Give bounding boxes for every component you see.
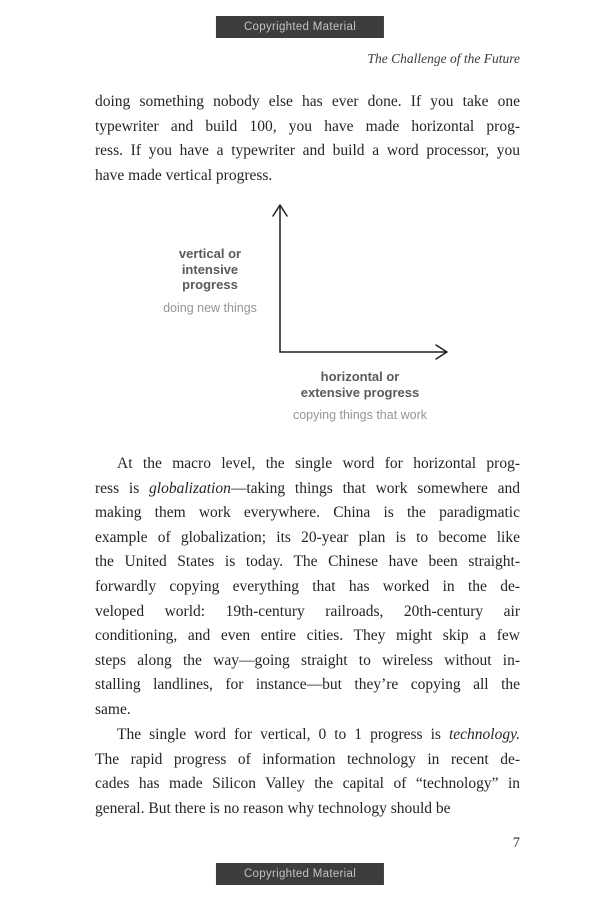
page-number: 7 — [512, 835, 520, 851]
text-line: At the macro level, the single word for horizontal prog- — [117, 455, 520, 472]
x-axis-label-line: horizontal or — [320, 369, 400, 384]
text-line: the United States is today. The Chinese have been straight- — [95, 553, 520, 571]
x-axis-label-line: extensive progress — [300, 384, 420, 400]
text-line: doing something nobody else has ever done. If you take one — [95, 93, 520, 110]
axis-arrows-graphic — [258, 195, 458, 365]
text-line: making them work everywhere. China is the paradigmatic — [95, 504, 520, 522]
y-axis-sublabel: doing new things — [163, 300, 257, 315]
text-line: cades has made Silicon Valley the capital of “technology” in — [95, 775, 520, 793]
text-line: have made vertical progress. — [95, 166, 273, 184]
running-header: The Challenge of the Future — [367, 51, 520, 66]
y-axis-label — [135, 246, 285, 316]
x-axis-label — [285, 369, 435, 424]
text-line: The rapid progress of information technology in recent de- — [95, 750, 520, 768]
text-line: same. — [95, 700, 131, 718]
text-line: general. But there is no reason why technology should be — [95, 799, 451, 817]
x-axis-sublabel: copying things that work — [292, 408, 428, 422]
paragraph-2 — [95, 452, 520, 723]
y-axis-label-line: progress — [182, 277, 238, 292]
text-line: The single word for vertical, 0 to 1 progress is technology. — [117, 726, 520, 743]
text-line: veloped world: 19th-century railroads, 20th-century air — [95, 602, 520, 620]
copyright-banner-bottom: Copyrighted Material — [216, 863, 384, 885]
text-line: ress is globalization—taking things that work somewhere and — [95, 479, 520, 497]
y-axis-label-line: vertical or — [178, 246, 242, 261]
y-axis-label-line: intensive — [181, 261, 239, 277]
copyright-banner-top: Copyrighted Material — [216, 16, 384, 38]
text-line: typewriter and build 100, you have made horizontal prog- — [95, 117, 520, 135]
text-line: stalling landlines, for instance—but they’re copying all the — [95, 676, 520, 694]
text-line: example of globalization; its 20-year plan is to become like — [95, 528, 520, 546]
paragraph-3 — [95, 723, 520, 821]
paragraph-1 — [95, 90, 520, 188]
progress-diagram — [0, 195, 600, 440]
text-line: ress. If you have a typewriter and build a word processor, you — [95, 142, 520, 160]
text-line: conditioning, and even entire cities. They might skip a few — [95, 627, 520, 645]
text-line: steps along the way—going straight to wireless without in- — [95, 651, 520, 669]
text-line: forwardly copying everything that has worked in the de- — [95, 577, 520, 595]
